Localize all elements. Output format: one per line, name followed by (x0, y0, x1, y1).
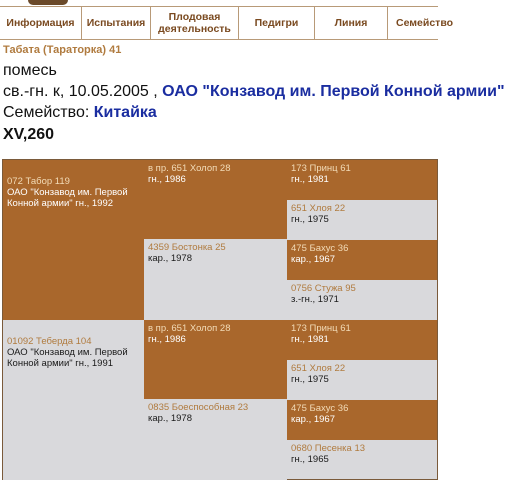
pedigree-dam-dam[interactable] (144, 399, 287, 480)
horse-info: гн., 1981 (291, 174, 329, 185)
horse-info: гн., 1975 (291, 214, 329, 225)
horse-name[interactable]: 651 Хлоя 22 (291, 203, 346, 214)
horse-info: з.-гн., 1971 (291, 294, 339, 305)
horse-info: ОАО "Конзавод им. Первой Конной армии" гн., 1991 (7, 347, 128, 369)
pedigree-sss[interactable] (287, 160, 437, 200)
family-link[interactable]: Китайка (93, 104, 157, 121)
horse-name[interactable]: 173 Принц 61 (291, 323, 351, 334)
pedigree-dam[interactable] (3, 320, 144, 480)
pedigree-dss[interactable] (287, 320, 437, 360)
horse-name[interactable]: 4359 Бостонка 25 (148, 242, 226, 253)
pedigree-ddd[interactable] (287, 440, 437, 479)
horse-details (3, 83, 505, 101)
tab-line[interactable]: Линия (315, 7, 388, 39)
horse-info: кар., 1978 (148, 253, 192, 264)
horse-name[interactable]: 0756 Стужа 95 (291, 283, 356, 294)
horse-info: гн., 1981 (291, 334, 329, 345)
horse-name[interactable]: 0835 Боеспособная 23 (148, 402, 249, 413)
horse-name[interactable]: в пр. 651 Холоп 28 (148, 323, 231, 334)
color-sex-birthdate: св.-гн. к, 10.05.2005 , (3, 83, 163, 100)
horse-info: кар., 1978 (148, 413, 192, 424)
pedigree-sds[interactable] (287, 240, 437, 280)
owner-link[interactable]: ОАО "Конзавод им. Первой Конной армии" (162, 83, 505, 100)
nav-tabs (0, 6, 454, 40)
horse-info: кар., 1967 (291, 254, 335, 265)
tab-family[interactable]: Семейство (396, 17, 454, 29)
breed-text: помесь (3, 62, 57, 79)
horse-name[interactable]: 01092 Тебердa 104 (7, 336, 92, 347)
pedigree-sire-sire[interactable] (144, 160, 287, 239)
tab-offspring[interactable]: Плодовая деятельность (151, 7, 239, 39)
pedigree-dam-sire[interactable] (144, 320, 287, 399)
pedigree-sire-dam[interactable] (144, 239, 287, 320)
horse-name[interactable]: в пр. 651 Холоп 28 (148, 163, 231, 174)
horse-info: гн., 1975 (291, 374, 329, 385)
stud-book-ref: XV,260 (3, 126, 55, 143)
pedigree-dds[interactable] (287, 400, 437, 440)
horse-name[interactable]: 072 Табор 119 (7, 176, 70, 187)
horse-info: гн., 1965 (291, 454, 329, 465)
horse-info: гн., 1986 (148, 334, 186, 345)
family-label: Семейство: (3, 104, 94, 121)
tab-tests[interactable]: Испытания (82, 7, 151, 39)
family-line (3, 104, 157, 122)
horse-name[interactable]: 0680 Песенка 13 (291, 443, 366, 454)
pedigree-sdd[interactable] (287, 280, 437, 320)
logo (28, 0, 68, 5)
horse-info: гн., 1986 (148, 174, 186, 185)
horse-info: кар., 1967 (291, 414, 335, 425)
pedigree-sire[interactable] (3, 160, 144, 320)
horse-name[interactable]: 173 Принц 61 (291, 163, 351, 174)
horse-name[interactable]: 651 Хлоя 22 (291, 363, 346, 374)
tab-pedigree[interactable]: Педигри (239, 7, 315, 39)
pedigree-dsd[interactable] (287, 360, 437, 400)
horse-name[interactable]: 475 Бахус 36 (291, 403, 349, 414)
pedigree-ssd[interactable] (287, 200, 437, 240)
breadcrumb: Табата (Тараторка) 41 (3, 44, 122, 56)
horse-info: ОАО "Конзавод им. Первой Конной армии" гн., 1992 (7, 187, 128, 209)
tab-info[interactable]: Информация (0, 7, 82, 39)
horse-name[interactable]: 475 Бахус 36 (291, 243, 349, 254)
pedigree-table (2, 159, 438, 480)
